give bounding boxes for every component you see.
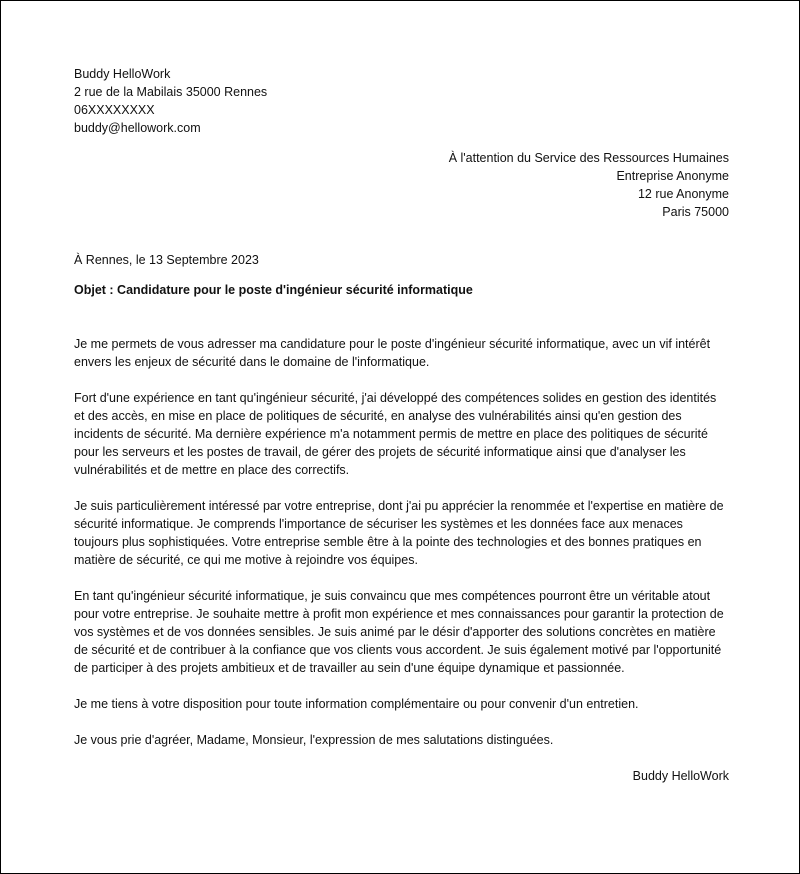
sender-address: 2 rue de la Mabilais 35000 Rennes [74,85,268,99]
body-paragraph: Fort d'une expérience en tant qu'ingénieur sécurité, j'ai développé des compétences solides en gestion des identités et des accès, en mise en place de politiques de sécurité, en analyse des vulnérabilités ainsi qu'en gestion des incidents de sécurité. Ma dernière expérience m'a notamment permis de mettre en place des politiques de sécurité pour les serveurs et les postes de travail, de gérer des projets de sécurité informatique ainsi que d'analyser les vulnérabilités et de mettre en place des correctifs. [74,391,717,477]
sender-block [74,65,729,137]
body-paragraph: En tant qu'ingénieur sécurité informatique, je suis convaincu que mes compétences pourront être un véritable atout pour votre entreprise. Je souhaite mettre à profit mon expérience et mes connaissances pour garantir la protection de vos systèmes et de vos données sensibles. Je suis animé par le désir d'apporter des solutions concrètes en matière de sécurité et de contribuer à la confiance que vos clients vous accordent. Je suis également motivé par l'opportunité de participer à des projets ambitieux et de travailler au sein d'une équipe dynamique et passionnée. [74,589,724,675]
recipient-block [74,149,729,221]
body-paragraph: Je me tiens à votre disposition pour toute information complémentaire ou pour convenir d'un entretien. [74,697,639,711]
recipient-street: 12 rue Anonyme [637,187,729,201]
body-paragraph: Je me permets de vous adresser ma candidature pour le poste d'ingénieur sécurité informatique, avec un vif intérêt envers les enjeux de sécurité dans le domaine de l'informatique. [74,337,711,369]
sender-name: Buddy HelloWork [74,67,171,81]
body-paragraph: Je suis particulièrement intéressé par votre entreprise, dont j'ai pu apprécier la renommée et l'expertise en matière de sécurité informatique. Je comprends l'importance de sécuriser les systèmes et les données face aux menaces toujours plus sophistiquées. Votre entreprise semble être à la pointe des technologies et des bonnes pratiques en matière de sécurité, ce qui me motive à rejoindre vos équipes. [74,499,724,567]
subject-line: Objet : Candidature pour le poste d'ingénieur sécurité informatique [74,283,473,297]
letter-body [74,335,729,749]
closing-paragraph: Je vous prie d'agréer, Madame, Monsieur, l'expression de mes salutations distinguées. [74,733,554,747]
recipient-city: Paris 75000 [662,205,729,219]
date-line: À Rennes, le 13 Septembre 2023 [74,253,259,267]
sender-phone: 06XXXXXXXX [74,103,155,117]
recipient-attention: À l'attention du Service des Ressources Humaines [448,151,729,165]
recipient-company: Entreprise Anonyme [616,169,729,183]
signature: Buddy HelloWork [632,769,729,783]
sender-email: buddy@hellowork.com [74,121,201,135]
letter-content [74,65,729,785]
